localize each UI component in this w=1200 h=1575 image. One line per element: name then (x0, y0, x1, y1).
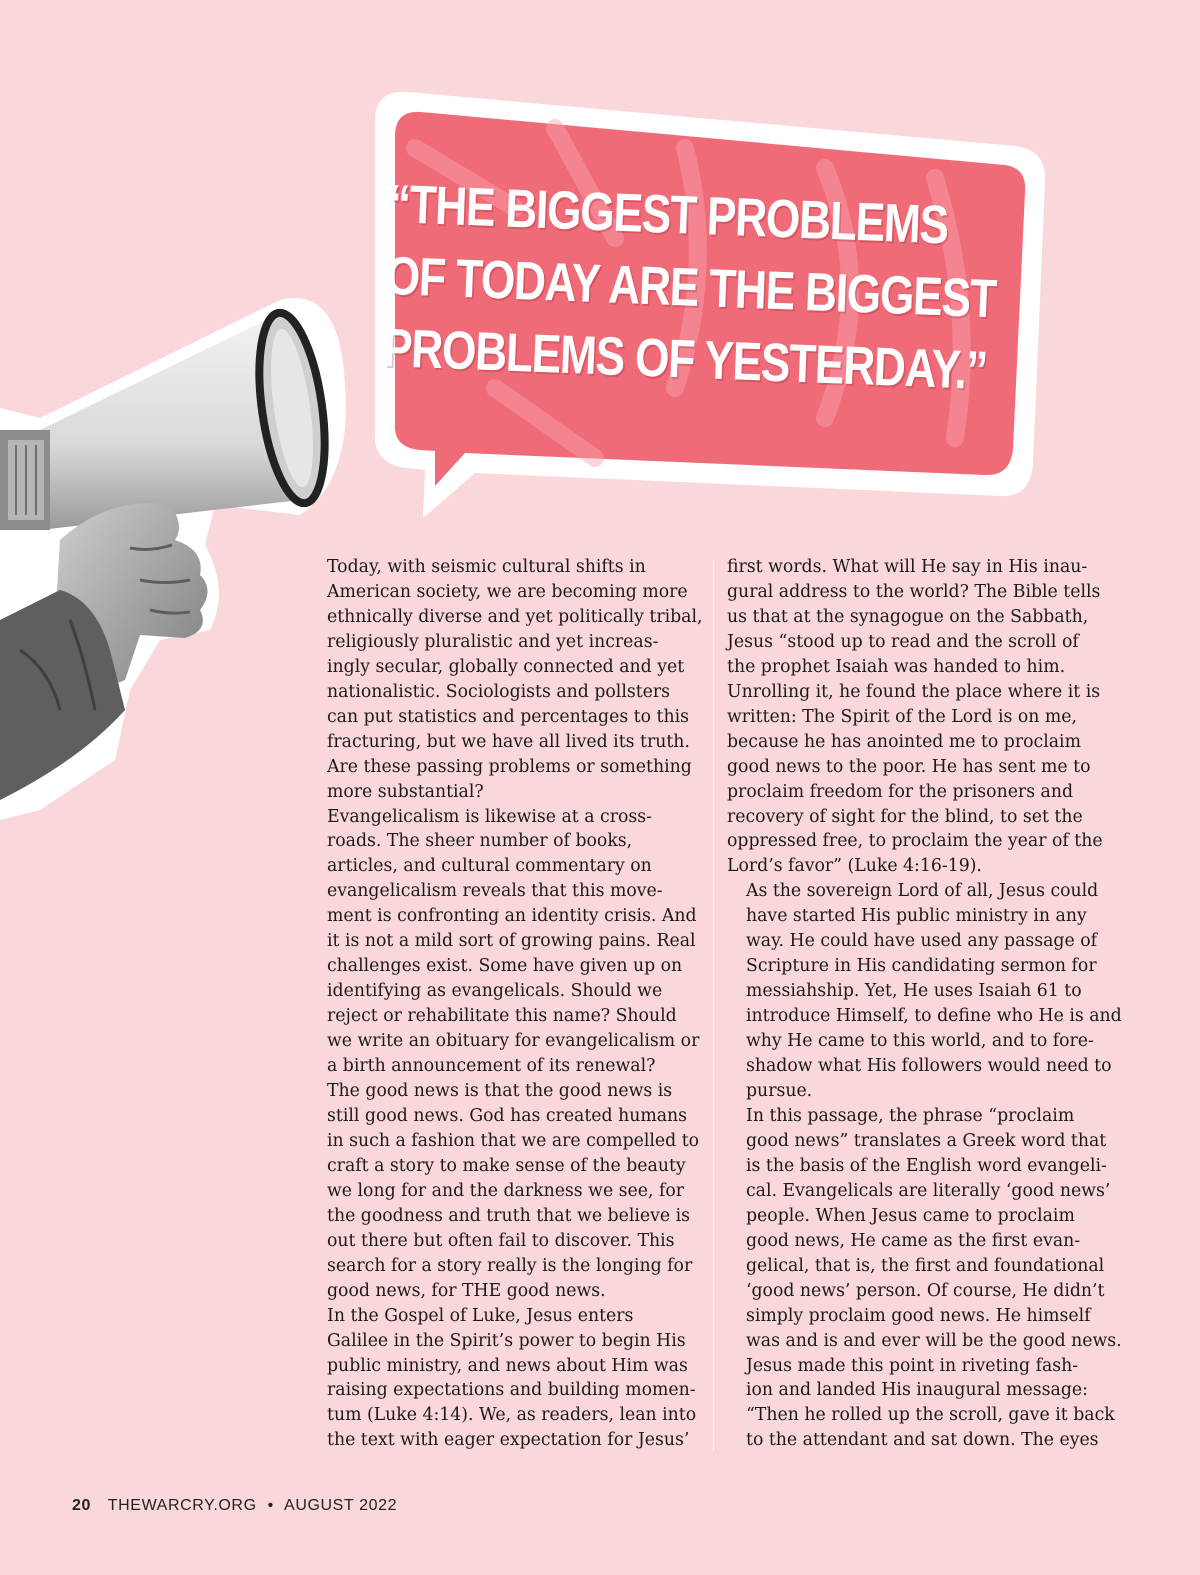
column-divider (713, 560, 714, 1450)
text-line: because he has anointed me to proclaim (727, 731, 1081, 752)
paragraph (308, 1304, 700, 1454)
text-line: is the basis of the English word evangeli- (746, 1155, 1107, 1176)
text-line: ion and landed His inaugural message: (746, 1380, 1088, 1401)
article-column-right (727, 555, 1125, 1453)
text-line: why He came to this world, and to fore- (746, 1031, 1094, 1052)
text-line: Evangelicalism is likewise at a cross- (327, 806, 652, 827)
article-column-left (308, 555, 703, 1453)
text-line: can put statistics and percentages to this (327, 706, 689, 727)
text-line: a birth announcement of its renewal? (327, 1056, 656, 1077)
pull-quote-line: OF TODAY ARE THE BIGGEST (384, 245, 997, 330)
text-line: nationalistic. Sociologists and pollsters (327, 681, 671, 702)
text-line: Galilee in the Spirit’s power to begin His (327, 1330, 686, 1351)
text-line: Today, with seismic cultural shifts in (327, 557, 646, 577)
pull-quote-line: PROBLEMS OF YESTERDAY.” (381, 317, 988, 402)
text-line: proclaim freedom for the prisoners and (727, 781, 1074, 802)
text-line: Jesus made this point in riveting fash- (746, 1355, 1079, 1376)
text-line: was and is and ever will be the good news. (746, 1330, 1122, 1351)
megaphone-icon (0, 290, 360, 850)
paragraph (727, 879, 1125, 1104)
text-line: way. He could have used any passage of (746, 931, 1098, 952)
text-line: good news” translates a Greek word that (746, 1130, 1107, 1151)
text-line: have started His public ministry in any (746, 906, 1087, 927)
text-line: good news, for THE good news. (327, 1280, 606, 1301)
text-line: challenges exist. Some have given up on (327, 956, 683, 977)
text-line: identifying as evangelicals. Should we (327, 981, 663, 1002)
text-line: to the attendant and sat down. The eyes (746, 1430, 1099, 1451)
paragraph (727, 1104, 1125, 1453)
text-line: out there but often fail to discover. This (327, 1230, 675, 1251)
page-footer (72, 1497, 397, 1515)
text-line: the goodness and truth that we believe is (327, 1205, 690, 1226)
paragraph (727, 555, 1125, 879)
text-line: As the sovereign Lord of all, Jesus could (746, 881, 1099, 902)
paragraph (308, 1079, 700, 1304)
text-line: American society, we are becoming more (327, 581, 688, 602)
text-line: roads. The sheer number of books, (327, 831, 633, 852)
text-line: messiahship. Yet, He uses Isaiah 61 to (746, 981, 1082, 1002)
text-line: Lord’s favor” (Luke 4:16-19). (727, 856, 982, 877)
text-line: In this passage, the phrase “proclaim (746, 1105, 1075, 1126)
text-line: ingly secular, globally connected and yet (327, 656, 685, 677)
text-line: gelical, that is, the first and foundational (746, 1255, 1105, 1276)
text-line: more substantial? (327, 781, 484, 802)
text-line: oppressed free, to proclaim the year of the (727, 831, 1103, 852)
text-line: the prophet Isaiah was handed to him. (727, 656, 1066, 677)
text-line: introduce Himself, to define who He is and (746, 1006, 1122, 1027)
text-line: The good news is that the good news is (327, 1081, 673, 1102)
text-line: fracturing, but we have all lived its truth. (327, 731, 690, 752)
text-line: religiously pluralistic and yet increas- (327, 631, 659, 652)
text-line: good news, He came as the first evan- (746, 1230, 1081, 1251)
text-line: the text with eager expectation for Jesus’ (327, 1430, 690, 1451)
text-line: ‘good news’ person. Of course, He didn’t (746, 1280, 1105, 1301)
text-line: Jesus “stood up to read and the scroll of (727, 631, 1079, 652)
footer-site: THEWARCRY.ORG (107, 1497, 257, 1514)
text-line: good news to the poor. He has sent me to (727, 756, 1091, 777)
text-line: it is not a mild sort of growing pains. Real (327, 931, 696, 952)
text-line: evangelicalism reveals that this move- (327, 881, 663, 902)
text-line: raising expectations and building momen- (327, 1380, 696, 1401)
text-line: us that at the synagogue on the Sabbath, (727, 606, 1089, 627)
text-line: pursue. (746, 1081, 813, 1102)
paragraph (308, 805, 700, 1079)
page-number: 20 (72, 1497, 91, 1514)
text-line: Unrolling it, he found the place where it is (727, 681, 1101, 702)
text-line: In the Gospel of Luke, Jesus enters (327, 1305, 634, 1326)
text-line: in such a fashion that we are compelled to (327, 1130, 700, 1151)
text-line: “Then he rolled up the scroll, gave it back (746, 1405, 1115, 1426)
text-line: search for a story really is the longing for (327, 1255, 693, 1276)
text-line: cal. Evangelicals are literally ‘good news’ (746, 1180, 1111, 1201)
text-line: recovery of sight for the blind, to set the (727, 806, 1083, 827)
text-line: simply proclaim good news. He himself (746, 1305, 1091, 1326)
text-line: gural address to the world? The Bible tells (727, 581, 1101, 602)
text-line: first words. What will He say in His inau- (727, 557, 1088, 577)
paragraph (308, 555, 703, 805)
text-line: we long for and the darkness we see, for (327, 1180, 685, 1201)
text-line: Are these passing problems or something (327, 756, 692, 777)
text-line: articles, and cultural commentary on (327, 856, 652, 877)
text-line: Scripture in His candidating sermon for (746, 956, 1097, 977)
text-line: still good news. God has created humans (327, 1105, 688, 1126)
footer-issue: AUGUST 2022 (284, 1497, 398, 1514)
text-line: written: The Spirit of the Lord is on me, (727, 706, 1077, 727)
text-line: tum (Luke 4:14). We, as readers, lean into (327, 1405, 697, 1426)
pull-quote-line: “THE BIGGEST PROBLEMS (387, 173, 950, 256)
text-line: reject or rehabilitate this name? Should (327, 1006, 677, 1027)
pull-quote (380, 168, 997, 441)
text-line: public ministry, and news about Him was (327, 1355, 688, 1376)
text-line: ethnically diverse and yet politically tribal, (327, 606, 703, 627)
footer-separator: • (267, 1497, 274, 1514)
text-line: shadow what His followers would need to (746, 1056, 1112, 1077)
text-line: ment is confronting an identity crisis. And (327, 906, 697, 927)
text-line: we write an obituary for evangelicalism or (327, 1031, 700, 1052)
text-line: craft a story to make sense of the beauty (327, 1155, 686, 1176)
text-line: people. When Jesus came to proclaim (746, 1205, 1075, 1226)
